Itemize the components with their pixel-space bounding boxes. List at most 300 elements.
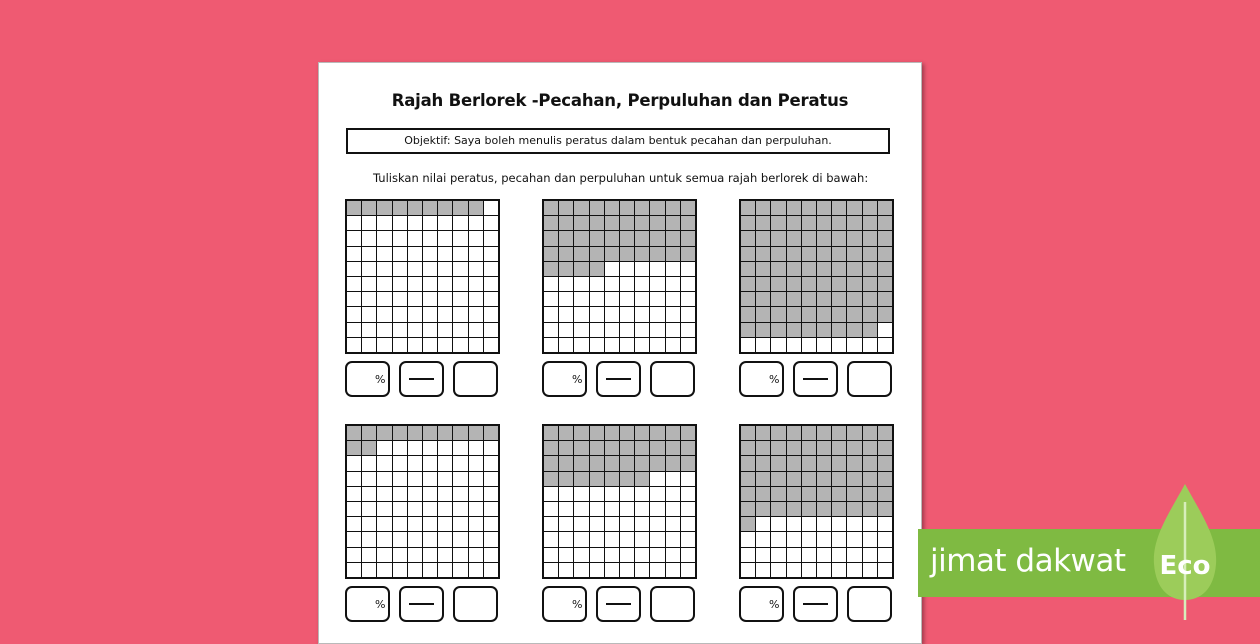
hundred-grid-4 [345,424,500,579]
unshaded-square [756,338,770,352]
shaded-square [787,231,801,245]
shaded-square [832,487,846,501]
shaded-square [635,456,649,470]
unshaded-square [817,338,831,352]
unshaded-square [605,262,619,276]
unshaded-square [741,338,755,352]
unshaded-square [393,231,407,245]
unshaded-square [544,563,558,577]
shaded-square [574,456,588,470]
unshaded-square [681,548,695,562]
unshaded-square [802,563,816,577]
shaded-square [832,262,846,276]
unshaded-square [590,502,604,516]
unshaded-square [605,502,619,516]
shaded-square [802,231,816,245]
unshaded-square [408,262,422,276]
hundred-grid-5 [542,424,697,579]
shaded-square [771,323,785,337]
unshaded-square [650,323,664,337]
shaded-square [377,426,391,440]
fraction-answer-box[interactable] [399,586,444,622]
shaded-square [771,292,785,306]
shaded-square [666,231,680,245]
unshaded-square [620,323,634,337]
unshaded-square [423,563,437,577]
unshaded-square [393,472,407,486]
percent-answer-box[interactable] [739,586,784,622]
unshaded-square [347,563,361,577]
shaded-square [574,231,588,245]
unshaded-square [362,563,376,577]
shaded-square [544,201,558,215]
shaded-square [681,216,695,230]
fraction-answer-box[interactable] [793,361,838,397]
unshaded-square [635,517,649,531]
unshaded-square [666,338,680,352]
fraction-bar [409,603,434,605]
unshaded-square [666,472,680,486]
shaded-square [802,292,816,306]
unshaded-square [484,456,498,470]
unshaded-square [666,532,680,546]
unshaded-square [347,456,361,470]
unshaded-square [681,338,695,352]
unshaded-square [453,472,467,486]
unshaded-square [847,532,861,546]
unshaded-square [590,563,604,577]
unshaded-square [620,307,634,321]
unshaded-square [605,307,619,321]
unshaded-square [544,517,558,531]
unshaded-square [817,548,831,562]
unshaded-square [681,487,695,501]
shaded-square [787,456,801,470]
unshaded-square [802,338,816,352]
unshaded-square [650,502,664,516]
unshaded-square [469,502,483,516]
unshaded-square [377,517,391,531]
percent-sign: % [572,598,583,611]
unshaded-square [574,517,588,531]
unshaded-square [635,563,649,577]
unshaded-square [590,292,604,306]
shaded-square [620,247,634,261]
percent-answer-box[interactable] [739,361,784,397]
shaded-square [787,323,801,337]
unshaded-square [666,292,680,306]
unshaded-square [469,517,483,531]
shaded-square [635,426,649,440]
unshaded-square [453,502,467,516]
unshaded-square [408,532,422,546]
shaded-square [484,426,498,440]
shaded-square [771,472,785,486]
unshaded-square [635,502,649,516]
unshaded-square [666,502,680,516]
shaded-square [605,247,619,261]
unshaded-square [847,517,861,531]
shaded-square [469,426,483,440]
shaded-square [863,307,877,321]
unshaded-square [605,563,619,577]
unshaded-square [469,532,483,546]
shaded-square [817,307,831,321]
unshaded-square [484,231,498,245]
unshaded-square [438,307,452,321]
shaded-square [878,441,892,455]
decimal-answer-box[interactable] [453,361,498,397]
unshaded-square [408,563,422,577]
unshaded-square [423,548,437,562]
unshaded-square [484,517,498,531]
shaded-square [817,426,831,440]
unshaded-square [756,548,770,562]
unshaded-square [347,338,361,352]
unshaded-square [347,502,361,516]
unshaded-square [681,292,695,306]
unshaded-square [408,517,422,531]
unshaded-square [681,323,695,337]
unshaded-square [484,548,498,562]
unshaded-square [681,532,695,546]
unshaded-square [438,548,452,562]
unshaded-square [438,292,452,306]
shaded-square [802,262,816,276]
shaded-square [863,441,877,455]
unshaded-square [408,472,422,486]
shaded-square [847,262,861,276]
unshaded-square [377,262,391,276]
shaded-square [756,456,770,470]
shaded-square [559,201,573,215]
shaded-square [650,426,664,440]
shaded-square [756,231,770,245]
unshaded-square [438,231,452,245]
shaded-square [347,426,361,440]
fraction-answer-box[interactable] [596,586,641,622]
unshaded-square [484,323,498,337]
shaded-square [817,292,831,306]
shaded-square [605,426,619,440]
unshaded-square [620,517,634,531]
shaded-square [802,502,816,516]
unshaded-square [362,247,376,261]
unshaded-square [863,517,877,531]
shaded-square [756,441,770,455]
unshaded-square [484,292,498,306]
decimal-answer-box[interactable] [847,586,892,622]
unshaded-square [787,517,801,531]
fraction-answer-box[interactable] [399,361,444,397]
shaded-square [741,472,755,486]
unshaded-square [377,563,391,577]
unshaded-square [377,247,391,261]
decimal-answer-box[interactable] [847,361,892,397]
shaded-square [771,277,785,291]
unshaded-square [574,502,588,516]
unshaded-square [620,487,634,501]
unshaded-square [574,277,588,291]
unshaded-square [605,338,619,352]
shaded-square [847,441,861,455]
unshaded-square [574,487,588,501]
unshaded-square [438,563,452,577]
unshaded-square [650,532,664,546]
shaded-square [787,201,801,215]
unshaded-square [832,517,846,531]
unshaded-square [484,502,498,516]
shaded-square [878,307,892,321]
unshaded-square [756,563,770,577]
unshaded-square [393,307,407,321]
shaded-square [635,441,649,455]
shaded-square [362,426,376,440]
shaded-square [771,201,785,215]
unshaded-square [453,563,467,577]
unshaded-square [362,277,376,291]
unshaded-square [590,548,604,562]
unshaded-square [453,231,467,245]
unshaded-square [817,532,831,546]
unshaded-square [802,517,816,531]
percent-answer-box[interactable] [542,586,587,622]
shaded-square [559,262,573,276]
unshaded-square [362,323,376,337]
shaded-square [362,201,376,215]
shaded-square [605,231,619,245]
shaded-square [741,247,755,261]
unshaded-square [377,307,391,321]
unshaded-square [393,563,407,577]
shaded-square [574,201,588,215]
unshaded-square [650,292,664,306]
decimal-answer-box[interactable] [650,586,695,622]
shaded-square [878,292,892,306]
unshaded-square [377,441,391,455]
unshaded-square [666,323,680,337]
shaded-square [590,231,604,245]
shaded-square [544,426,558,440]
shaded-square [544,441,558,455]
unshaded-square [484,247,498,261]
shaded-square [650,201,664,215]
shaded-square [620,472,634,486]
unshaded-square [863,548,877,562]
shaded-square [681,247,695,261]
unshaded-square [544,502,558,516]
unshaded-square [544,532,558,546]
unshaded-square [347,307,361,321]
unshaded-square [590,532,604,546]
shaded-square [741,292,755,306]
unshaded-square [362,262,376,276]
unshaded-square [408,216,422,230]
shaded-square [771,456,785,470]
shaded-square [605,472,619,486]
unshaded-square [362,487,376,501]
unshaded-square [469,548,483,562]
unshaded-square [423,456,437,470]
eco-label: Eco [1159,551,1211,581]
shaded-square [832,201,846,215]
decimal-answer-box[interactable] [453,586,498,622]
shaded-square [650,441,664,455]
unshaded-square [362,517,376,531]
shaded-square [787,441,801,455]
shaded-square [832,441,846,455]
unshaded-square [863,563,877,577]
unshaded-square [559,487,573,501]
unshaded-square [408,307,422,321]
shaded-square [847,216,861,230]
shaded-square [590,456,604,470]
unshaded-square [741,563,755,577]
shaded-square [559,472,573,486]
shaded-square [771,426,785,440]
shaded-square [878,216,892,230]
decimal-answer-box[interactable] [650,361,695,397]
shaded-square [590,472,604,486]
unshaded-square [878,517,892,531]
unshaded-square [347,231,361,245]
unshaded-square [590,487,604,501]
percent-answer-box[interactable] [542,361,587,397]
shaded-square [832,426,846,440]
unshaded-square [438,456,452,470]
shaded-square [347,201,361,215]
shaded-square [666,201,680,215]
unshaded-square [453,247,467,261]
unshaded-square [362,307,376,321]
unshaded-square [408,292,422,306]
unshaded-square [650,277,664,291]
unshaded-square [559,502,573,516]
shaded-square [666,247,680,261]
shaded-square [878,277,892,291]
unshaded-square [484,307,498,321]
shaded-square [863,472,877,486]
unshaded-square [544,548,558,562]
shaded-square [620,426,634,440]
shaded-square [423,201,437,215]
hundred-grid-6 [739,424,894,579]
unshaded-square [590,277,604,291]
unshaded-square [453,262,467,276]
shaded-square [453,426,467,440]
unshaded-square [453,456,467,470]
unshaded-square [438,338,452,352]
unshaded-square [453,517,467,531]
unshaded-square [544,487,558,501]
unshaded-square [393,532,407,546]
shaded-square [832,456,846,470]
fraction-answer-box[interactable] [596,361,641,397]
shaded-square [771,441,785,455]
instruction-text: Tuliskan nilai peratus, pecahan dan perpuluhan untuk semua rajah berlorek di bawah: [373,171,869,185]
unshaded-square [666,517,680,531]
unshaded-square [393,517,407,531]
unshaded-square [620,563,634,577]
shaded-square [771,487,785,501]
unshaded-square [362,548,376,562]
unshaded-square [347,277,361,291]
shaded-square [847,307,861,321]
shaded-square [741,517,755,531]
shaded-square [802,456,816,470]
shaded-square [878,247,892,261]
unshaded-square [469,472,483,486]
percent-sign: % [375,598,386,611]
unshaded-square [453,441,467,455]
unshaded-square [423,532,437,546]
shaded-square [817,441,831,455]
unshaded-square [469,487,483,501]
unshaded-square [787,563,801,577]
shaded-square [408,201,422,215]
unshaded-square [453,277,467,291]
unshaded-square [863,532,877,546]
percent-answer-box[interactable] [345,361,390,397]
percent-sign: % [375,373,386,386]
shaded-square [590,426,604,440]
unshaded-square [574,548,588,562]
fraction-answer-box[interactable] [793,586,838,622]
unshaded-square [393,247,407,261]
shaded-square [771,262,785,276]
shaded-square [544,456,558,470]
unshaded-square [756,517,770,531]
unshaded-square [469,563,483,577]
shaded-square [756,201,770,215]
shaded-square [832,323,846,337]
shaded-square [787,502,801,516]
unshaded-square [453,216,467,230]
shaded-square [681,201,695,215]
unshaded-square [393,277,407,291]
unshaded-square [469,338,483,352]
unshaded-square [423,307,437,321]
shaded-square [832,307,846,321]
unshaded-square [574,307,588,321]
unshaded-square [377,216,391,230]
unshaded-square [362,502,376,516]
unshaded-square [423,472,437,486]
unshaded-square [666,307,680,321]
shaded-square [605,456,619,470]
unshaded-square [453,307,467,321]
unshaded-square [362,456,376,470]
unshaded-square [590,307,604,321]
shaded-square [847,323,861,337]
unshaded-square [438,487,452,501]
unshaded-square [635,307,649,321]
unshaded-square [878,323,892,337]
unshaded-square [559,517,573,531]
shaded-square [650,231,664,245]
unshaded-square [469,262,483,276]
shaded-square [544,262,558,276]
unshaded-square [453,487,467,501]
unshaded-square [453,323,467,337]
unshaded-square [756,532,770,546]
percent-answer-box[interactable] [345,586,390,622]
hundred-grid-2 [542,199,697,354]
unshaded-square [771,517,785,531]
percent-sign: % [769,373,780,386]
shaded-square [863,323,877,337]
unshaded-square [832,548,846,562]
